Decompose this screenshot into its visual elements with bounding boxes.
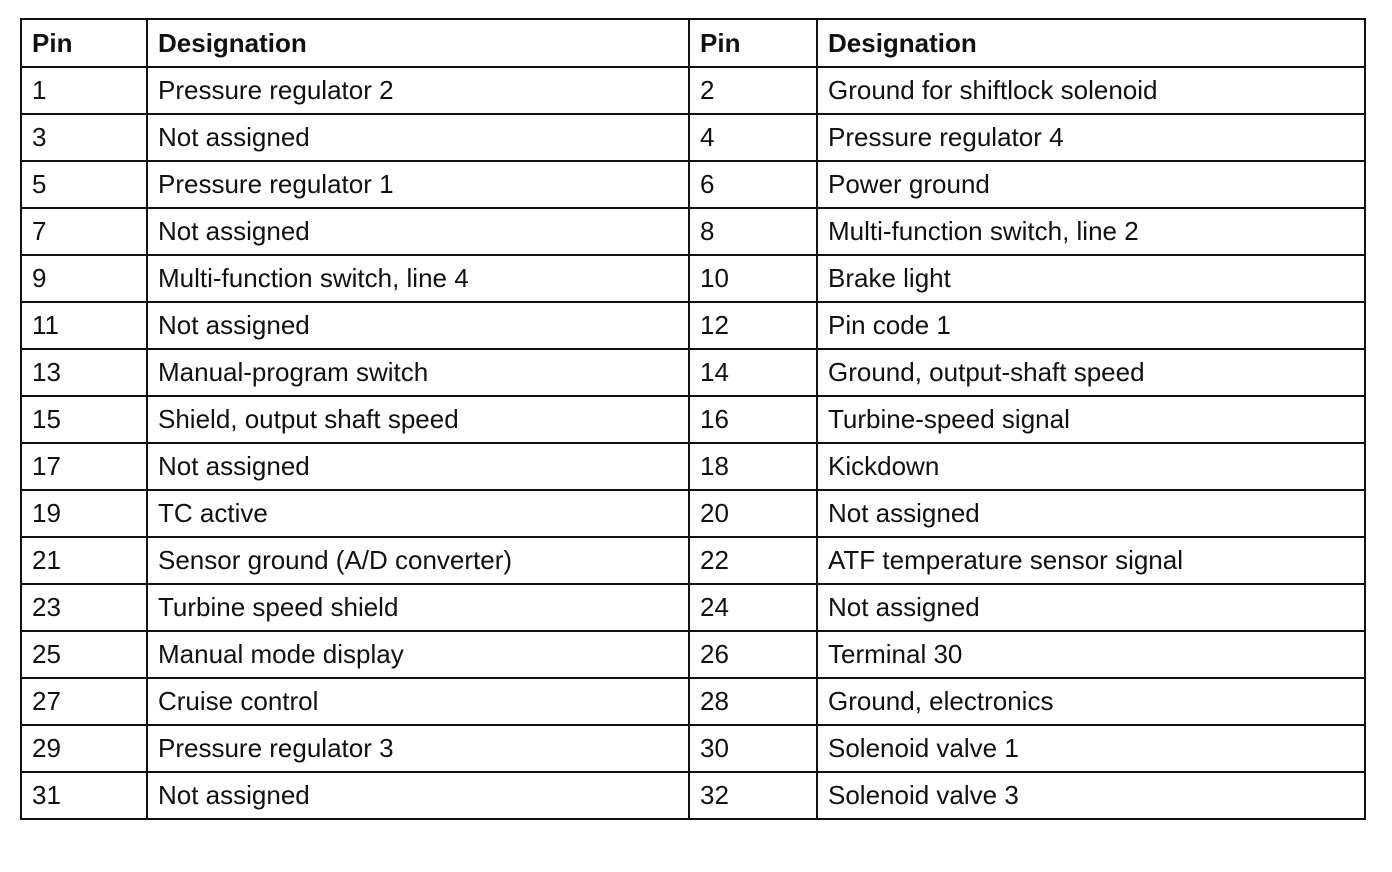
designation-cell: Ground for shiftlock solenoid	[817, 67, 1365, 114]
pin-cell: 25	[21, 631, 147, 678]
designation-cell: Pressure regulator 3	[147, 725, 689, 772]
table-row	[21, 725, 1365, 772]
designation-cell: ATF temperature sensor signal	[817, 537, 1365, 584]
pin-cell: 30	[689, 725, 817, 772]
table-header-row	[21, 19, 1365, 67]
pin-cell: 12	[689, 302, 817, 349]
pin-cell: 31	[21, 772, 147, 819]
table-row	[21, 584, 1365, 631]
designation-cell: Multi-function switch, line 2	[817, 208, 1365, 255]
pin-cell: 17	[21, 443, 147, 490]
table-row	[21, 396, 1365, 443]
header-designation-right: Designation	[817, 19, 1365, 67]
pin-assignment-table	[20, 18, 1366, 820]
designation-cell: Manual-program switch	[147, 349, 689, 396]
pin-cell: 14	[689, 349, 817, 396]
pin-cell: 20	[689, 490, 817, 537]
designation-cell: Not assigned	[147, 208, 689, 255]
designation-cell: Not assigned	[147, 443, 689, 490]
table-row	[21, 255, 1365, 302]
pin-cell: 29	[21, 725, 147, 772]
designation-cell: Brake light	[817, 255, 1365, 302]
pin-cell: 4	[689, 114, 817, 161]
pin-cell: 24	[689, 584, 817, 631]
pin-cell: 19	[21, 490, 147, 537]
designation-cell: Power ground	[817, 161, 1365, 208]
table-row	[21, 161, 1365, 208]
table-row	[21, 678, 1365, 725]
designation-cell: Shield, output shaft speed	[147, 396, 689, 443]
pin-cell: 10	[689, 255, 817, 302]
header-pin-left: Pin	[21, 19, 147, 67]
designation-cell: Not assigned	[147, 772, 689, 819]
designation-cell: Not assigned	[817, 490, 1365, 537]
table-row	[21, 537, 1365, 584]
table-row	[21, 631, 1365, 678]
table-row	[21, 67, 1365, 114]
pin-cell: 15	[21, 396, 147, 443]
table-row	[21, 443, 1365, 490]
pin-cell: 6	[689, 161, 817, 208]
pin-cell: 8	[689, 208, 817, 255]
designation-cell: Solenoid valve 1	[817, 725, 1365, 772]
designation-cell: Kickdown	[817, 443, 1365, 490]
designation-cell: Solenoid valve 3	[817, 772, 1365, 819]
pin-cell: 26	[689, 631, 817, 678]
pin-cell: 2	[689, 67, 817, 114]
pin-cell: 7	[21, 208, 147, 255]
designation-cell: Pressure regulator 2	[147, 67, 689, 114]
table-row	[21, 490, 1365, 537]
pin-cell: 13	[21, 349, 147, 396]
designation-cell: Turbine speed shield	[147, 584, 689, 631]
pin-cell: 11	[21, 302, 147, 349]
pin-cell: 28	[689, 678, 817, 725]
pin-cell: 23	[21, 584, 147, 631]
header-designation-left: Designation	[147, 19, 689, 67]
pin-cell: 5	[21, 161, 147, 208]
designation-cell: Turbine-speed signal	[817, 396, 1365, 443]
designation-cell: Pressure regulator 1	[147, 161, 689, 208]
designation-cell: Terminal 30	[817, 631, 1365, 678]
pin-cell: 18	[689, 443, 817, 490]
table-row	[21, 114, 1365, 161]
pin-cell: 16	[689, 396, 817, 443]
designation-cell: Pin code 1	[817, 302, 1365, 349]
pin-cell: 1	[21, 67, 147, 114]
pin-cell: 9	[21, 255, 147, 302]
designation-cell: Not assigned	[147, 302, 689, 349]
designation-cell: Manual mode display	[147, 631, 689, 678]
designation-cell: Not assigned	[817, 584, 1365, 631]
designation-cell: Multi-function switch, line 4	[147, 255, 689, 302]
designation-cell: Ground, electronics	[817, 678, 1365, 725]
designation-cell: Sensor ground (A/D converter)	[147, 537, 689, 584]
header-pin-right: Pin	[689, 19, 817, 67]
pin-cell: 27	[21, 678, 147, 725]
pin-cell: 32	[689, 772, 817, 819]
pin-cell: 21	[21, 537, 147, 584]
pin-cell: 3	[21, 114, 147, 161]
designation-cell: Pressure regulator 4	[817, 114, 1365, 161]
designation-cell: TC active	[147, 490, 689, 537]
table-row	[21, 302, 1365, 349]
pin-cell: 22	[689, 537, 817, 584]
table-row	[21, 208, 1365, 255]
designation-cell: Ground, output-shaft speed	[817, 349, 1365, 396]
designation-cell: Not assigned	[147, 114, 689, 161]
designation-cell: Cruise control	[147, 678, 689, 725]
table-row	[21, 772, 1365, 819]
table-row	[21, 349, 1365, 396]
